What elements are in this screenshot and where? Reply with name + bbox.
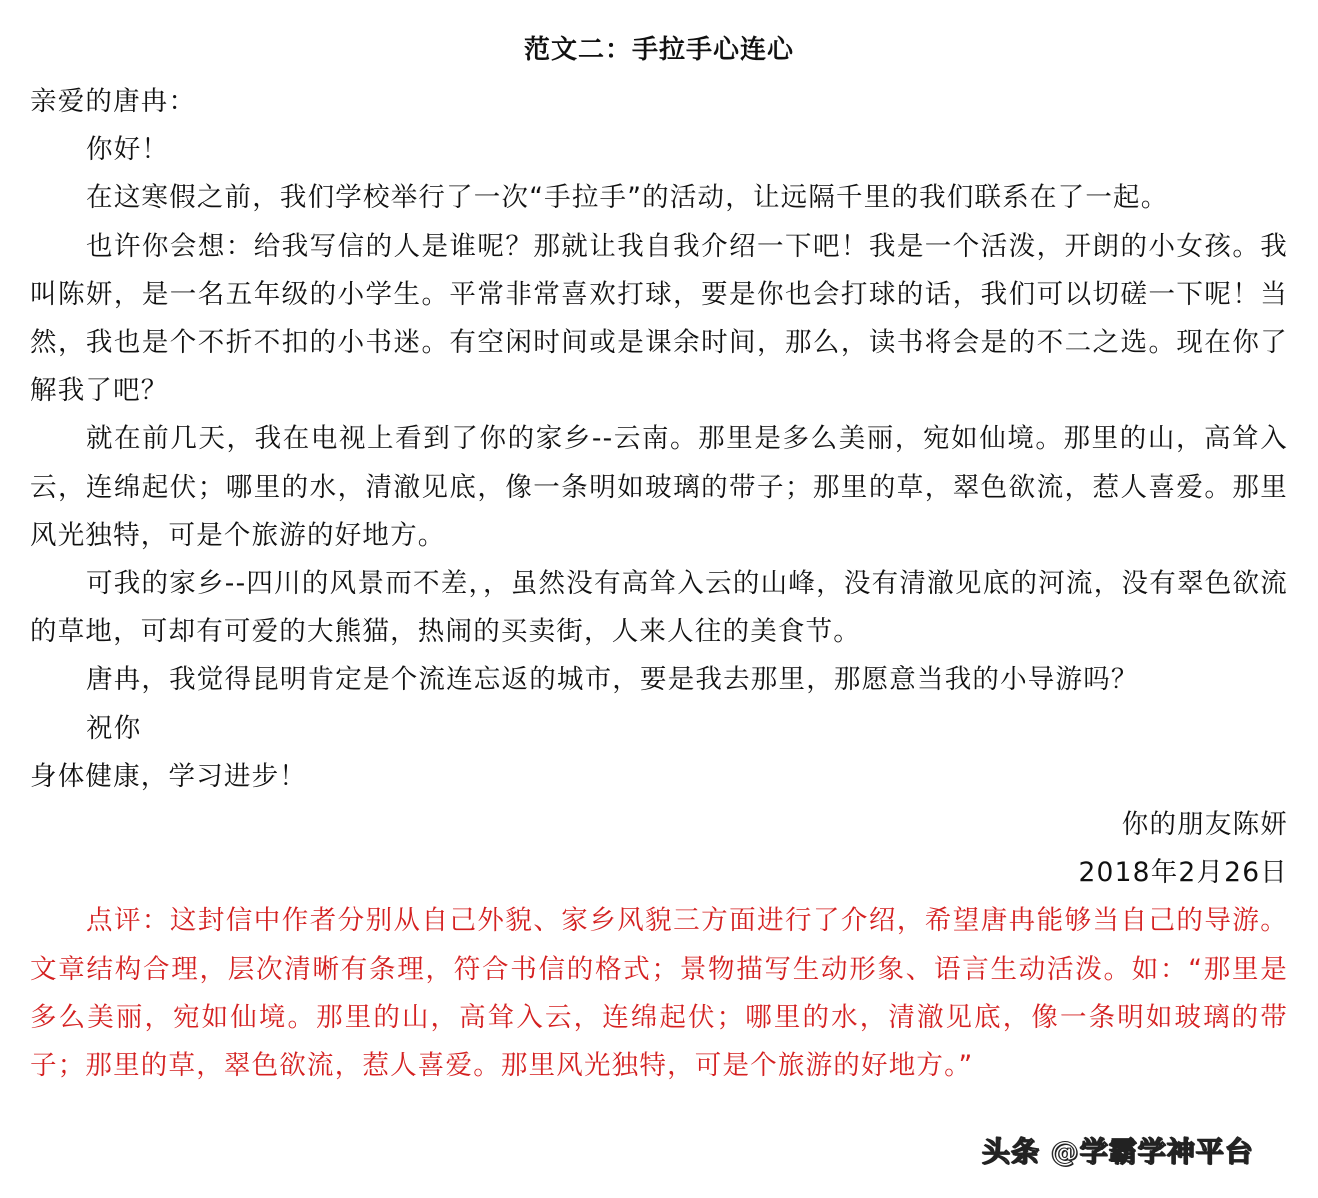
- paragraph-4: 可我的家乡--四川的风景而不差，，虽然没有高耸入云的山峰，没有清澈见底的河流，没有翠色欲流的草地，可却有可爱的大熊猫，热闹的买卖街，人来人往的美食节。: [30, 568, 1288, 648]
- greeting: 你好！: [86, 134, 170, 166]
- paragraph-2: 也许你会想：给我写信的人是谁呢？那就让我自我介绍一下吧！我是一个活泼，开朗的小女孩。我叫陈妍，是一名五年级的小学生。平常非常喜欢打球，要是你也会打球的话，我们可以切磋一下呢！当然，我也是个不折不扣的小书迷。有空闲时间或是课余时间，那么，读书将会是的不二之选。现在你了解我了吧？: [30, 230, 1288, 407]
- watermark: 头条 @学霸学神平台: [982, 1135, 1254, 1168]
- signature: 你的朋友陈妍: [1121, 809, 1288, 841]
- salutation: 亲爱的唐冉：: [30, 86, 197, 117]
- paragraph-1: 在这寒假之前，我们学校举行了一次“手拉手”的活动，让远隔千里的我们联系在了一起。: [86, 182, 1169, 214]
- closing-body: 身体健康，学习进步！: [30, 760, 307, 792]
- letter-body: [30, 78, 1288, 1090]
- paragraph-5: 唐冉，我觉得昆明肯定是个流连忘返的城市，要是我去那里，那愿意当我的小导游吗？: [86, 664, 1139, 696]
- date: 2018年2月26日: [1078, 857, 1288, 889]
- document-title: 范文二：手拉手心连心: [523, 35, 794, 65]
- comment-paragraph: 点评：这封信中作者分别从自己外貌、家乡风貌三方面进行了介绍，希望唐冉能够当自己的导游。文章结构合理，层次清晰有条理，符合书信的格式；景物描写生动形象、语言生动活泼。如：“那里是多么美丽，宛如仙境。那里的山，高耸入云，连绵起伏；哪里的水，清澈见底，像一条明如玻璃的带子；那里的草，翠色欲流，惹人喜爱。那里风光独特，可是个旅游的好地方。”: [30, 905, 1288, 1082]
- closing-wish: 祝你: [86, 712, 142, 744]
- paragraph-3: 就在前几天，我在电视上看到了你的家乡--云南。那里是多么美丽，宛如仙境。那里的山，高耸入云，连绵起伏；哪里的水，清澈见底，像一条明如玻璃的带子；那里的草，翠色欲流，惹人喜爱。那里风光独特，可是个旅游的好地方。: [30, 423, 1288, 551]
